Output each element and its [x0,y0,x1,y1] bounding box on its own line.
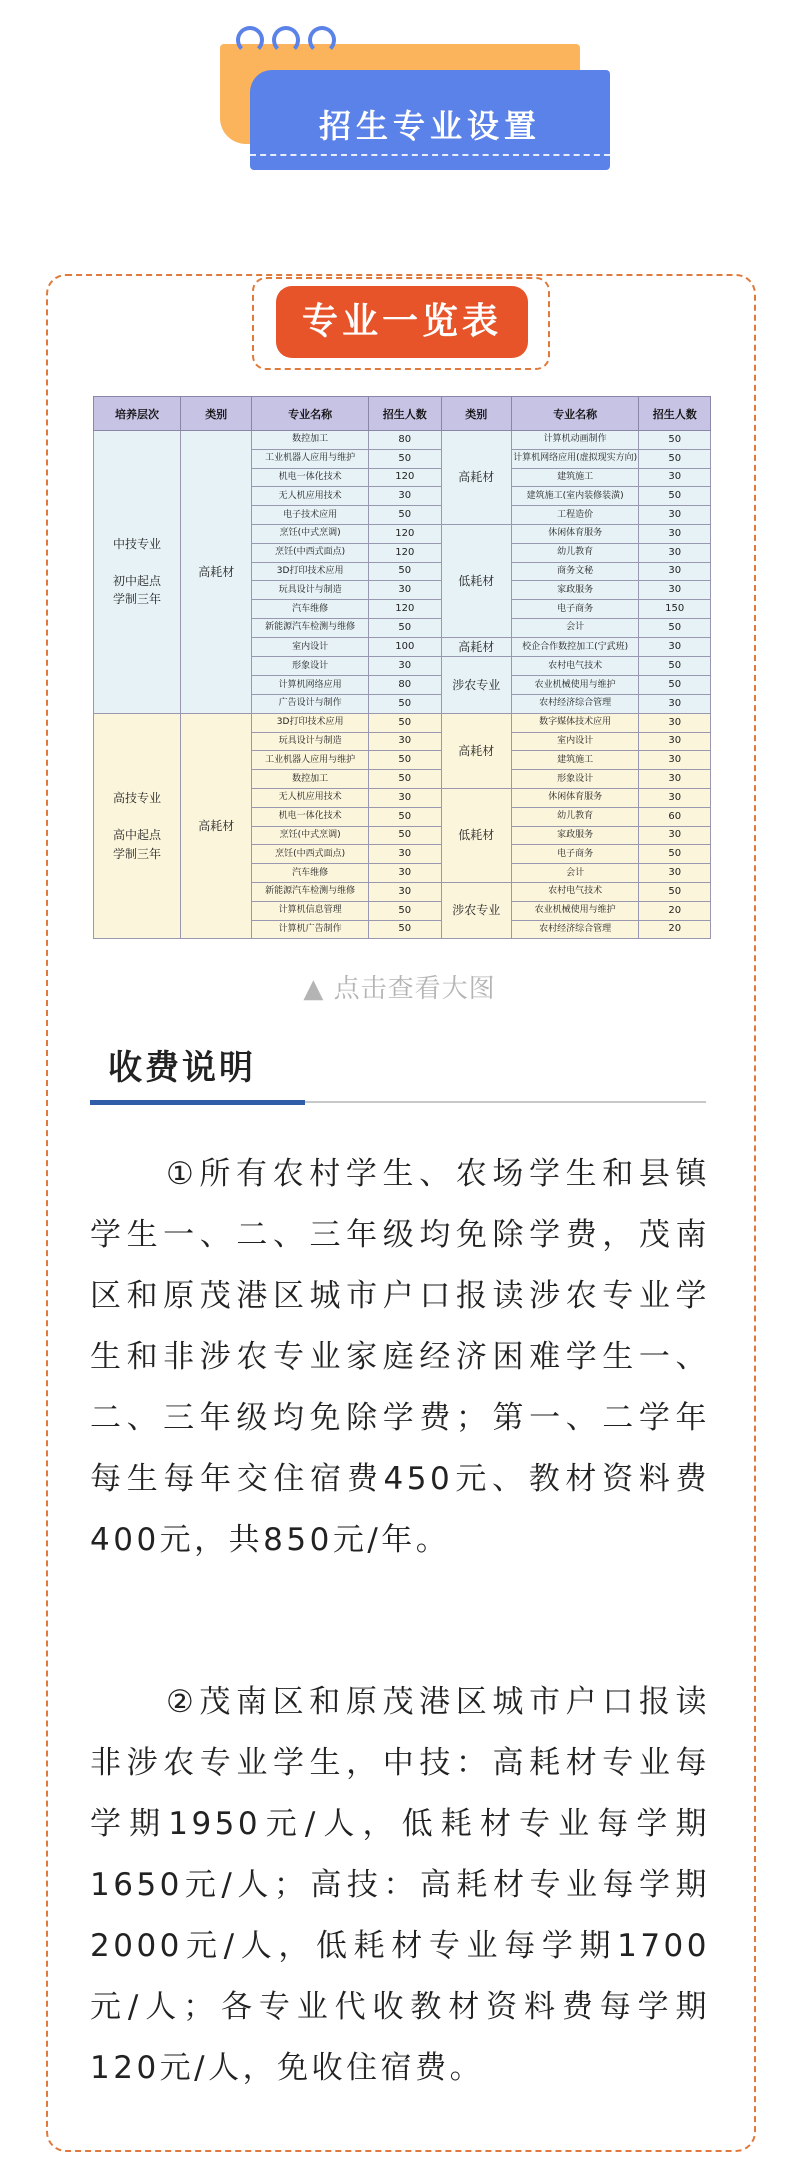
major-name-cell: 机电一体化技术 [252,468,368,487]
section-divider-accent [90,1100,305,1105]
enrollment-cell: 30 [368,581,441,600]
table-body [94,431,711,939]
major-name-cell: 休闲体育服务 [511,524,639,543]
enrollment-cell: 30 [639,694,711,713]
enrollment-cell: 50 [368,562,441,581]
enrollment-cell: 50 [639,449,711,468]
major-name-cell: 室内设计 [252,637,368,657]
enrollment-cell: 100 [368,637,441,657]
level-cell [94,431,181,714]
category-cell: 高耗材 [441,713,511,788]
major-table [93,396,711,939]
ring-icon [308,26,336,54]
major-name-cell: 无人机应用技术 [252,487,368,506]
major-name-cell: 校企合作数控加工(宁武班) [511,637,639,657]
enrollment-cell: 50 [368,506,441,525]
enrollment-cell: 80 [368,676,441,695]
enrollment-cell: 80 [368,431,441,450]
enrollment-cell: 50 [639,487,711,506]
header-major: 专业名称 [511,397,639,431]
enrollment-cell: 50 [368,694,441,713]
enrollment-cell: 120 [368,543,441,562]
view-large-image-link[interactable]: ▲ 点击查看大图 [303,974,496,1004]
enrollment-cell: 50 [639,618,711,637]
enrollment-cell: 30 [368,864,441,883]
major-name-cell: 玩具设计与制造 [252,732,368,751]
enrollment-cell: 30 [639,826,711,845]
enrollment-cell: 30 [639,713,711,732]
enrollment-cell: 30 [639,637,711,657]
major-name-cell: 农村电气技术 [511,882,639,901]
enrollment-cell: 50 [368,449,441,468]
level-line: 学制三年 [112,592,161,607]
enrollment-cell: 30 [639,543,711,562]
major-name-cell: 数控加工 [252,770,368,789]
major-name-cell: 形象设计 [252,657,368,676]
major-name-cell: 计算机网络应用 [252,676,368,695]
major-name-cell: 电子商务 [511,600,639,619]
ring-icon [272,26,300,54]
major-name-cell: 机电一体化技术 [252,807,368,826]
enrollment-cell: 30 [639,770,711,789]
enrollment-cell: 50 [639,882,711,901]
enrollment-cell: 50 [639,676,711,695]
fee-section-title: 收费说明 [108,1048,256,1088]
enrollment-cell: 150 [639,600,711,619]
major-name-cell: 家政服务 [511,826,639,845]
major-name-cell: 汽车维修 [252,600,368,619]
major-name-cell: 计算机信息管理 [252,901,368,920]
page-title: 招生专业设置 [318,107,541,145]
enrollment-cell: 30 [368,487,441,506]
category-cell: 高耗材 [180,713,252,939]
header-level: 培养层次 [94,397,181,431]
major-name-cell: 数字媒体技术应用 [511,713,639,732]
major-name-cell: 幼儿教育 [511,807,639,826]
category-cell: 低耗材 [441,524,511,637]
major-name-cell: 形象设计 [511,770,639,789]
major-name-cell: 3D打印技术应用 [252,562,368,581]
level-line: 高中起点 [112,828,161,843]
major-name-cell: 烹饪(中式烹调) [252,826,368,845]
enrollment-cell: 20 [639,920,711,939]
enrollment-cell: 30 [639,732,711,751]
enrollment-cell: 50 [639,657,711,676]
header-category: 类别 [441,397,511,431]
major-name-cell: 新能源汽车检测与维修 [252,618,368,637]
enrollment-cell: 120 [368,468,441,487]
major-name-cell: 幼儿教育 [511,543,639,562]
enrollment-cell: 50 [368,770,441,789]
enrollment-cell: 50 [368,920,441,939]
enrollment-cell: 50 [368,901,441,920]
level-line: 中技专业 [112,536,161,551]
major-name-cell: 计算机广告制作 [252,920,368,939]
major-name-cell: 工业机器人应用与维护 [252,751,368,770]
enrollment-cell: 30 [368,732,441,751]
major-name-cell: 建筑施工(室内装修装潢) [511,487,639,506]
major-name-cell: 室内设计 [511,732,639,751]
major-name-cell: 农业机械使用与维护 [511,901,639,920]
enrollment-cell: 30 [368,845,441,864]
major-name-cell: 建筑施工 [511,468,639,487]
header-count: 招生人数 [368,397,441,431]
table-row [94,713,711,732]
enrollment-cell: 50 [368,713,441,732]
category-cell: 涉农专业 [441,882,511,938]
enrollment-cell: 30 [639,468,711,487]
major-name-cell: 商务文秘 [511,562,639,581]
enrollment-cell: 30 [639,581,711,600]
major-name-cell: 工业机器人应用与维护 [252,449,368,468]
enrollment-cell: 60 [639,807,711,826]
major-name-cell: 农村经济综合管理 [511,694,639,713]
enrollment-cell: 30 [639,751,711,770]
major-name-cell: 无人机应用技术 [252,788,368,807]
major-name-cell: 烹饪(中西式面点) [252,543,368,562]
major-name-cell: 玩具设计与制造 [252,581,368,600]
major-name-cell: 农村经济综合管理 [511,920,639,939]
level-cell [94,713,181,939]
fee-paragraph-1: ①所有农村学生、农场学生和县镇学生一、二、三年级均免除学费，茂南区和原茂港区城市户口报读涉农专业学生和非涉农专业家庭经济困难学生一、二、三年级均免除学费；第一、二学年每生每年交住宿费450元、教材资料费400元，共850元/年。 [90,1156,710,1558]
category-cell: 低耗材 [441,788,511,882]
enrollment-cell: 50 [368,807,441,826]
major-name-cell: 农业机械使用与维护 [511,676,639,695]
level-line: 学制三年 [112,846,161,861]
major-name-cell: 烹饪(中式烹调) [252,524,368,543]
enrollment-cell: 30 [639,506,711,525]
enrollment-cell: 50 [368,618,441,637]
major-name-cell: 会计 [511,864,639,883]
enrollment-cell: 30 [639,864,711,883]
category-cell: 高耗材 [180,431,252,714]
category-cell: 高耗材 [441,637,511,657]
enrollment-cell: 50 [368,751,441,770]
major-name-cell: 3D打印技术应用 [252,713,368,732]
table-row [94,431,711,450]
major-name-cell: 烹饪(中西式面点) [252,845,368,864]
major-name-cell: 汽车维修 [252,864,368,883]
enrollment-cell: 30 [639,788,711,807]
major-name-cell: 广告设计与制作 [252,694,368,713]
major-name-cell: 新能源汽车检测与维修 [252,882,368,901]
enrollment-cell: 120 [368,524,441,543]
major-name-cell: 建筑施工 [511,751,639,770]
major-table-image[interactable] [93,396,711,958]
enrollment-cell: 50 [368,826,441,845]
enrollment-cell: 30 [368,657,441,676]
category-cell: 高耗材 [441,431,511,525]
enrollment-cell: 30 [368,882,441,901]
enrollment-cell: 50 [639,431,711,450]
major-name-cell: 电子商务 [511,845,639,864]
enrollment-cell: 30 [639,562,711,581]
major-name-cell: 计算机动画制作 [511,431,639,450]
table-header-row [94,397,711,431]
enrollment-cell: 30 [639,524,711,543]
enrollment-cell: 50 [639,845,711,864]
header-count: 招生人数 [639,397,711,431]
major-name-cell: 家政服务 [511,581,639,600]
level-line: 初中起点 [112,573,161,588]
header-category: 类别 [180,397,252,431]
banner-front-shape [250,70,610,170]
fee-paragraph-2: ②茂南区和原茂港区城市户口报读非涉农专业学生，中技：高耗材专业每学期1950元/人，低耗材专业每学期1650元/人；高技：高耗材专业每学期2000元/人，低耗材专业每学期1700元/人；各专业代收教材资料费每学期120元/人，免收住宿费。 [90,1684,710,2086]
header-major: 专业名称 [252,397,368,431]
table-badge: 专业一览表 [276,286,528,358]
major-name-cell: 休闲体育服务 [511,788,639,807]
header-banner [220,26,610,171]
enrollment-cell: 30 [368,788,441,807]
category-cell: 涉农专业 [441,657,511,713]
major-name-cell: 数控加工 [252,431,368,450]
major-name-cell: 农村电气技术 [511,657,639,676]
enrollment-cell: 20 [639,901,711,920]
level-line: 高技专业 [112,790,161,805]
major-name-cell: 会计 [511,618,639,637]
major-name-cell: 计算机网络应用(虚拟现实方向) [511,449,639,468]
enrollment-cell: 120 [368,600,441,619]
major-name-cell: 工程造价 [511,506,639,525]
major-name-cell: 电子技术应用 [252,506,368,525]
ring-icon [236,26,264,54]
